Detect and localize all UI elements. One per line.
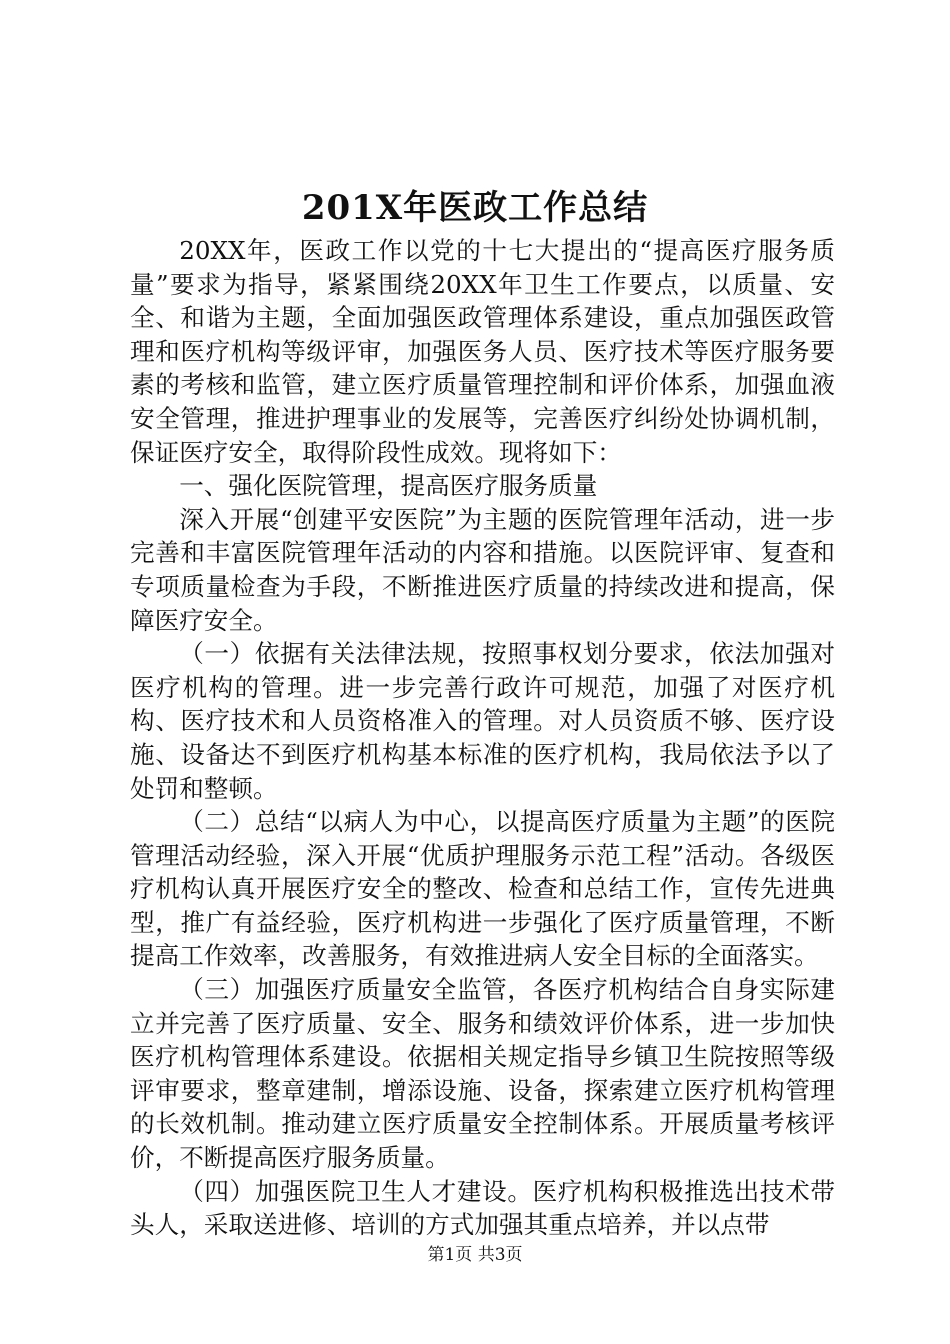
document-title: 201X年医政工作总结: [301, 188, 649, 228]
document-body: [130, 234, 835, 1242]
paragraph-item-2: （二）总结“以病人为中心，以提高医疗质量为主题”的医院管理活动经验，深入开展“优质护理服务示范工程”活动。各级医疗机构认真开展医疗安全的整改、检查和总结工作，宣传先进典型，推广有益经验，医疗机构进一步强化了医疗质量管理，不断提高工作效率，改善服务，有效推进病人安全目标的全面落实。: [130, 807, 835, 971]
section-heading-1: 一、强化医院管理，提高医疗服务质量: [179, 471, 598, 501]
paragraph-section-1-intro: 深入开展“创建平安医院”为主题的医院管理年活动，进一步完善和丰富医院管理年活动的内容和措施。以医院评审、复查和专项质量检查为手段，不断推进医疗质量的持续改进和提高，保障医疗安全。: [130, 504, 835, 635]
page-footer: 第1页 共3页: [427, 1245, 523, 1265]
paragraph-item-4: （四）加强医院卫生人才建设。医疗机构积极推选出技术带头人，采取送进修、培训的方式加强其重点培养，并以点带: [130, 1176, 835, 1240]
paragraph-item-3: （三）加强医疗质量安全监管，各医疗机构结合自身实际建立并完善了医疗质量、安全、服务和绩效评价体系，进一步加快医疗机构管理体系建设。依据相关规定指导乡镇卫生院按照等级评审要求，整章建制，增添设施、设备，探索建立医疗机构管理的长效机制。推动建立医疗质量安全控制体系。开展质量考核评价，不断提高医疗服务质量。: [130, 975, 835, 1173]
paragraph-item-1: （一）依据有关法律法规，按照事权划分要求，依法加强对医疗机构的管理。进一步完善行政许可规范，加强了对医疗机构、医疗技术和人员资格准入的管理。对人员资质不够、医疗设施、设备达不到医疗机构基本标准的医疗机构，我局依法予以了处罚和整顿。: [130, 639, 835, 803]
paragraph-intro: 20XX年，医政工作以党的十七大提出的“提高医疗服务质量”要求为指导，紧紧围绕20XX年卫生工作要点，以质量、安全、和谐为主题，全面加强医政管理体系建设，重点加强医政管理和医疗机构等级评审，加强医务人员、医疗技术等医疗服务要素的考核和监管，建立医疗质量管理控制和评价体系，加强血液安全管理，推进护理事业的发展等，完善医疗纠纷处协调机制，保证医疗安全，取得阶段性成效。现将如下：: [130, 236, 835, 467]
